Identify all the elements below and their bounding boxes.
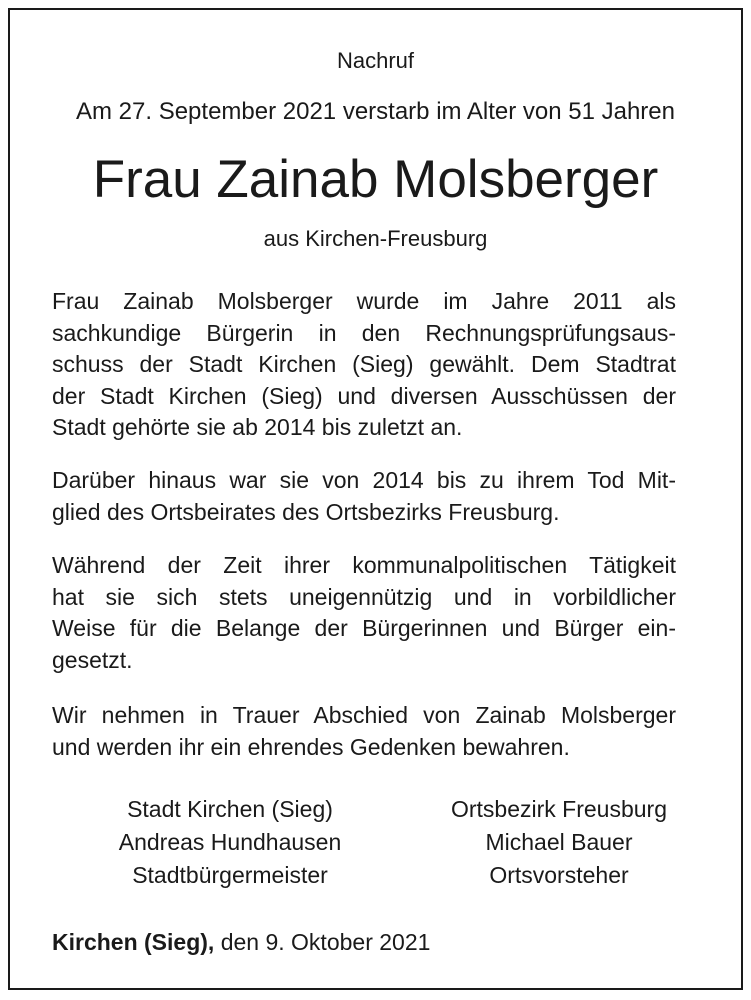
kicker-title: Nachruf <box>336 48 415 73</box>
paragraph-ortsbeirat <box>52 465 676 528</box>
text-line: und werden ihr ein ehrendes Gedenken bewahren. <box>52 733 570 760</box>
signature-organization: Stadt Kirchen (Sieg) <box>127 796 333 822</box>
text-line: sachkundige Bürgerin in den Rechnungsprüfungsaus- <box>52 319 676 346</box>
signature-role: Ortsvorsteher <box>489 862 629 888</box>
text-line: der Stadt Kirchen (Sieg) und diversen Ausschüssen der <box>52 382 676 409</box>
signature-role: Stadtbürgermeister <box>132 862 328 888</box>
text-line: Stadt gehörte sie ab 2014 bis zuletzt an. <box>52 414 463 440</box>
signature-person: Michael Bauer <box>485 829 633 855</box>
issue-date: den 9. Oktober 2021 <box>214 929 431 955</box>
text-line: hat sie sich stets uneigennützig und in vorbildlicher <box>52 583 676 610</box>
deceased-name: Frau Zainab Molsberger <box>92 150 659 209</box>
signature-block-district <box>399 793 719 892</box>
paragraph-career <box>52 286 676 444</box>
place-and-date <box>52 927 430 957</box>
paragraph-engagement <box>52 550 676 676</box>
text-line: Während der Zeit ihrer kommunalpolitischen Tätigkeit <box>52 552 676 578</box>
signature-organization: Ortsbezirk Freusburg <box>450 796 667 822</box>
death-announcement: Am 27. September 2021 verstarb im Alter von 51 Jahren <box>76 98 675 125</box>
text-line: glied des Ortsbeirates des Ortsbezirks Freusburg. <box>52 498 560 525</box>
paragraph-farewell <box>52 700 676 763</box>
text-line: gesetzt. <box>52 646 133 673</box>
text-line: schuss der Stadt Kirchen (Sieg) gewählt. Dem Stadtrat <box>52 351 676 377</box>
text-line: Darüber hinaus war sie von 2014 bis zu ihrem Tod Mit- <box>52 467 676 493</box>
place-name: Kirchen (Sieg), <box>52 929 215 955</box>
text-line: Weise für die Belange der Bürgerinnen und Bürger ein- <box>52 615 676 641</box>
text-line: Frau Zainab Molsberger wurde im Jahre 2011 als <box>52 288 676 314</box>
signature-person: Andreas Hundhausen <box>118 829 342 855</box>
signature-block-city <box>70 793 390 892</box>
text-line: Wir nehmen in Trauer Abschied von Zainab Molsberger <box>52 702 676 728</box>
origin-line: aus Kirchen-Freusburg <box>263 226 488 251</box>
